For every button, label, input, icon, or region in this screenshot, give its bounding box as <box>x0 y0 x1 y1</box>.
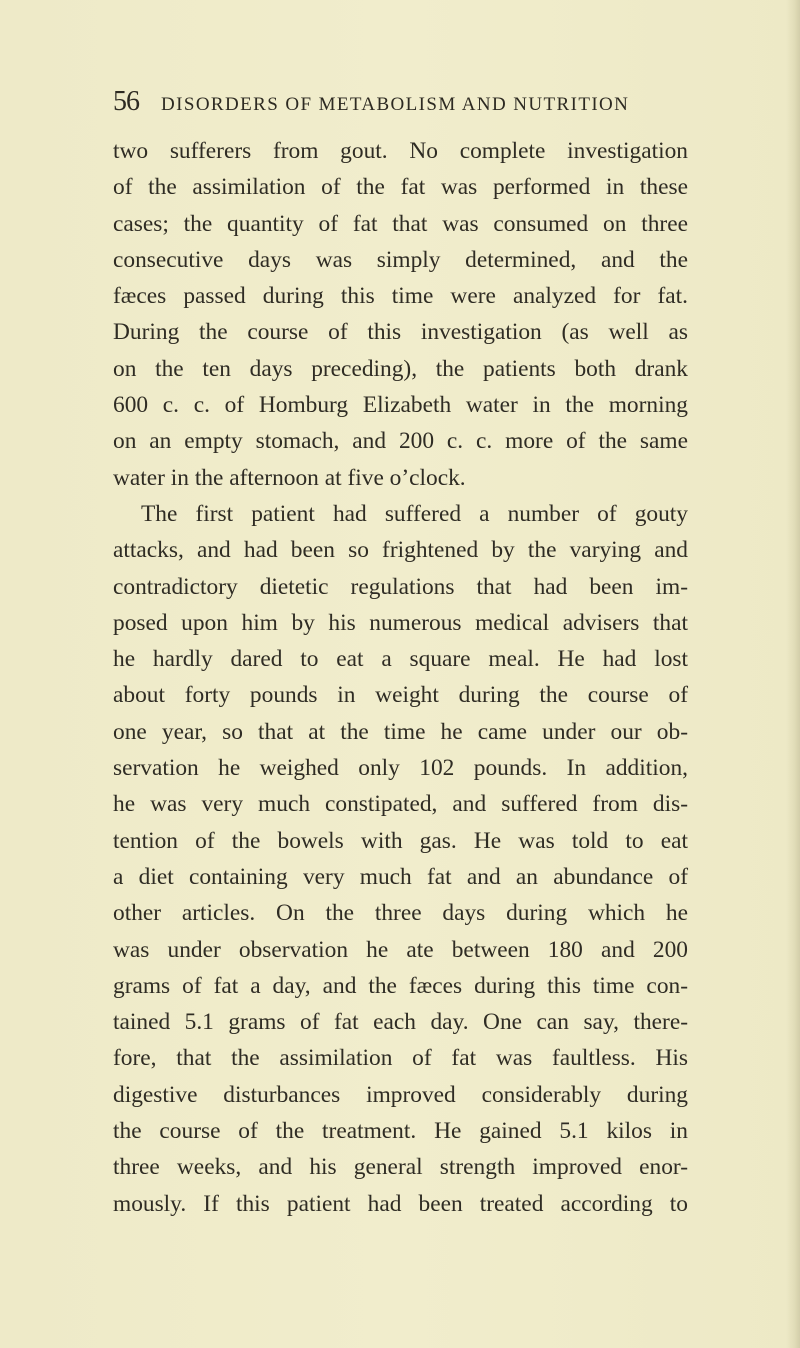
page-edge-shadow <box>786 0 800 1348</box>
text-line-25: tained 5.1 grams of fat each day. One can say, there- <box>113 1009 688 1036</box>
text-line-29: three weeks, and his general strength improved enor- <box>113 1154 688 1181</box>
text-line-27: digestive disturbances improved considerably during <box>113 1081 688 1108</box>
text-line-28: the course of the treatment. He gained 5.1 kilos in <box>113 1118 688 1145</box>
text-line-21: a diet containing very much fat and an abundance of <box>113 863 688 890</box>
text-line-6: During the course of this investigation (as well as <box>113 319 688 346</box>
text-line-18: servation he weighed only 102 pounds. In addition, <box>113 755 688 782</box>
text-line-17: one year, so that at the time he came under our ob- <box>113 718 688 745</box>
text-line-4: consecutive days was simply determined, and the <box>113 246 688 273</box>
text-line-12: attacks, and had been so frightened by the varying and <box>113 537 688 564</box>
text-line-14: posed upon him by his numerous medical advisers that <box>113 609 688 636</box>
text-line-2: of the assimilation of the fat was performed in these <box>113 174 688 201</box>
running-head <box>113 86 713 118</box>
text-line-30: mously. If this patient had been treated according to <box>113 1190 688 1217</box>
text-line-8: 600 c. c. of Homburg Elizabeth water in the morning <box>113 392 688 419</box>
text-line-3: cases; the quantity of fat that was consumed on three <box>113 210 688 237</box>
text-line-9: on an empty stomach, and 200 c. c. more of the same <box>113 428 688 455</box>
text-line-26: fore, that the assimilation of fat was faultless. His <box>113 1045 688 1072</box>
text-line-24: grams of fat a day, and the fæces during this time con- <box>113 972 688 999</box>
text-line-7: on the ten days preceding), the patients both drank <box>113 355 688 382</box>
body-text <box>113 133 688 1222</box>
text-line-19: he was very much constipated, and suffered from dis- <box>113 791 688 818</box>
text-line-5: fæces passed during this time were analyzed for fat. <box>113 283 688 310</box>
running-title: DISORDERS OF METABOLISM AND NUTRITION <box>161 94 630 115</box>
text-line-15: he hardly dared to eat a square meal. He had lost <box>113 646 688 673</box>
page-number: 56 <box>113 86 139 117</box>
text-line-10: water in the afternoon at five o’clock. <box>113 464 466 491</box>
text-line-20: tention of the bowels with gas. He was told to eat <box>113 827 688 854</box>
text-line-16: about forty pounds in weight during the course of <box>113 682 688 709</box>
text-line-22: other articles. On the three days during which he <box>113 900 688 927</box>
text-line-23: was under observation he ate between 180 and 200 <box>113 936 688 963</box>
text-line-1: two sufferers from gout. No complete investigation <box>113 138 688 164</box>
text-line-13: contradictory dietetic regulations that had been im- <box>113 573 688 600</box>
text-line-11: The first patient had suffered a number of gouty <box>141 500 688 527</box>
